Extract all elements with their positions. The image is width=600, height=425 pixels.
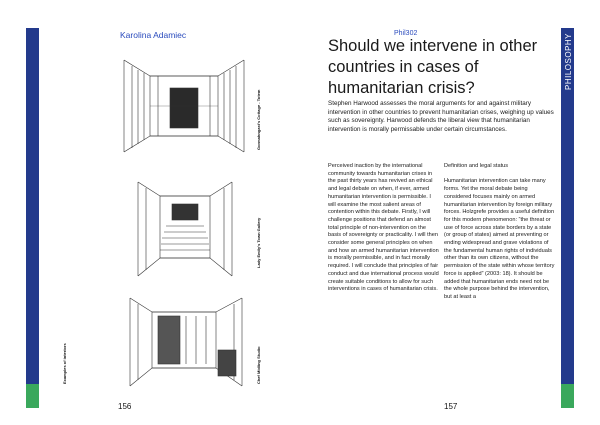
sketch-label-2: Lady Emily's Town Gallery (256, 217, 261, 268)
column-2-text: Humanitarian intervention can take many forms. Yet the moral debate being considered focuses mainly on armed humanitarian intervention by foreign military forces. Holzgrefe provides a useful definition for this modern phenomenon: “the threat or use of force across state borders by a state (or group of states) aimed at preventing or ending widespread and grave violations of the fundamental human rights of individuals other than its own citizens, without the permission of the state within whose territory force is applied” (2003: 18). It should be added that humanitarian ends need not be the whole purpose behind the intervention, but at least a (444, 178, 555, 300)
page-number-right: 157 (444, 402, 458, 411)
interior-sketch-corridor (120, 52, 248, 158)
interior-sketch-studio (126, 294, 246, 390)
column-2-heading: Definition and legal status (444, 163, 509, 169)
sketch-label-1: Gormahngast's Cottage - Totem (256, 89, 261, 150)
interior-sketch-staircase (130, 178, 240, 280)
course-code: Phil302 (394, 30, 418, 37)
sketch-label-3: Chef Midling Studio (256, 346, 261, 384)
side-caption: Examples of interiors (62, 343, 67, 384)
page-number-left: 156 (118, 402, 132, 411)
column-1-text: Perceived inaction by the international community towards humanitarian crises in the past thirty years has revived an ethical and legal debate on when, if ever, armed humanitarian intervention is permissible. I will examine the most salient areas of contention within this debate. Firstly, I will challenge positions that defend an almost total principle of non-intervention on the basis of sovereignty or practicality. I will then consider some general principles on when and how an armed humanitarian intervention is morally permissible, and in fact morally required. I will conclude that principles of fair conduct and due international process would create suitable conditions to allow for such interventions in cases of humanitarian crisis. (328, 163, 439, 293)
left-edge-bar (26, 28, 39, 408)
body-column-2 (444, 163, 556, 302)
article-lead: Stephen Harwood assesses the moral arguments for and against military intervention in other countries to prevent humanitarian crises, weighing up values such as sovereignty. Harwood defends the liberal view that humanitarian intervention is morally permissable under certain circumstances. (328, 100, 554, 133)
body-column-1 (328, 163, 440, 294)
article-title: Should we intervene in other countries in cases of humanitarian crisis? (328, 37, 538, 97)
left-green-block (26, 384, 39, 408)
author-name: Karolina Adamiec (120, 30, 187, 40)
right-green-block (561, 384, 574, 408)
section-tab: PHILOSOPHY (564, 32, 573, 90)
